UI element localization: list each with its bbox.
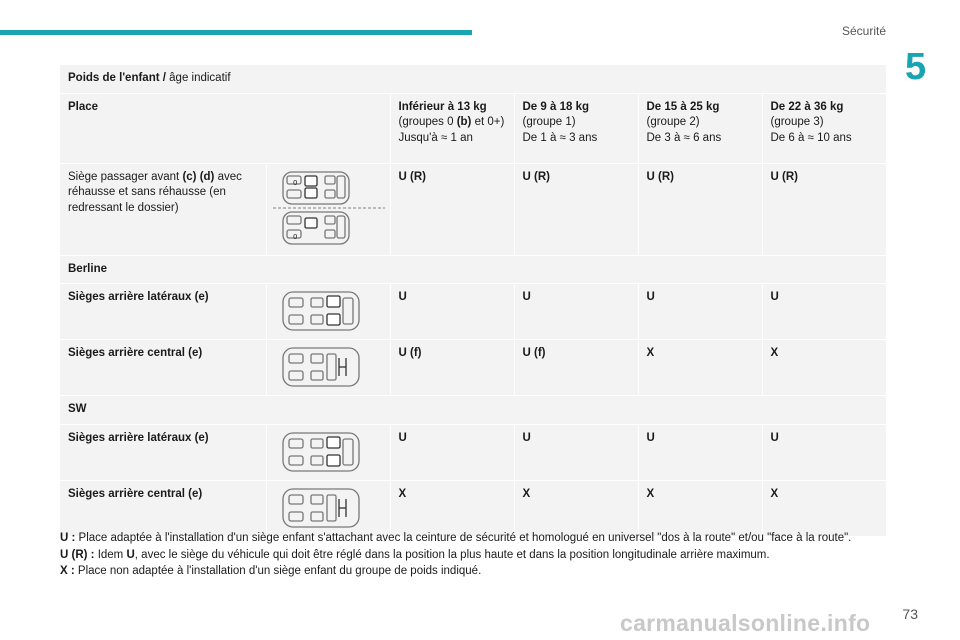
weight-row-suffix: âge indicatif — [165, 72, 231, 84]
front-passenger-row — [60, 163, 886, 255]
sw-central-diagram — [266, 480, 390, 536]
berline-central-label: Sièges arrière central (e) — [60, 340, 266, 396]
svg-text:0: 0 — [292, 178, 297, 187]
sw-central-val-0: X — [390, 480, 514, 536]
sw-row-lateral — [60, 424, 886, 480]
front-seat-diagram — [266, 163, 390, 255]
berline-lateral-val-1: U — [514, 284, 638, 340]
legend-ur-text-a: Idem — [94, 548, 127, 561]
header-group-1-title: De 9 à 18 kg — [522, 100, 589, 113]
header-group-2 — [638, 93, 762, 163]
header-group-0-l1b: et 0+) — [471, 116, 505, 129]
page-number: 73 — [902, 606, 918, 622]
legend-ur — [60, 547, 890, 564]
berline-central-val-0: U (f) — [390, 340, 514, 396]
front-label-b: avec réhausse et sans réhausse (en redressant le dossier) — [68, 170, 242, 214]
car-front-seat-icon — [271, 168, 387, 248]
front-val-3: U (R) — [762, 163, 886, 255]
header-group-0-title: Inférieur à 13 kg — [398, 100, 487, 113]
berline-central-diagram — [266, 340, 390, 396]
watermark: carmanualsonline.info — [620, 610, 871, 636]
legend-ur-bold: U — [126, 548, 135, 561]
legend-u-key: U : — [60, 532, 76, 544]
child-seat-table — [60, 65, 886, 537]
berline-lateral-label: Sièges arrière latéraux (e) — [60, 284, 266, 340]
sw-central-val-2: X — [638, 480, 762, 536]
car-rear-lateral-icon — [271, 288, 387, 334]
berline-lateral-val-0: U — [390, 284, 514, 340]
sw-lateral-val-3: U — [762, 424, 886, 480]
chapter-accent-bar — [0, 30, 472, 35]
car-rear-lateral-icon — [271, 429, 387, 475]
sw-lateral-label: Sièges arrière latéraux (e) — [60, 424, 266, 480]
front-val-1: U (R) — [514, 163, 638, 255]
legend-ur-key: U (R) : — [60, 548, 95, 561]
sw-lateral-val-2: U — [638, 424, 762, 480]
berline-lateral-val-2: U — [638, 284, 762, 340]
front-val-0: U (R) — [390, 163, 514, 255]
header-group-0-l1a: (groupes 0 — [398, 116, 457, 129]
header-group-1-group: (groupe 1) — [522, 116, 576, 129]
front-label-notes: (c) (d) — [182, 170, 215, 183]
car-rear-central-icon — [271, 485, 387, 531]
header-group-3 — [762, 93, 886, 163]
legend-x-text: Place non adaptée à l'installation d'un siège enfant du groupe de poids indiqué. — [74, 565, 482, 578]
front-label-a: Siège passager avant — [68, 170, 183, 183]
berline-section-row — [60, 255, 886, 284]
sw-central-val-3: X — [762, 480, 886, 536]
berline-central-val-3: X — [762, 340, 886, 396]
chapter-number: 5 — [905, 46, 927, 88]
weight-row — [60, 65, 886, 93]
sw-lateral-val-1: U — [514, 424, 638, 480]
header-place: Place — [60, 93, 390, 163]
sw-lateral-val-0: U — [390, 424, 514, 480]
sw-section-row — [60, 396, 886, 425]
berline-central-val-2: X — [638, 340, 762, 396]
legend-x-key: X : — [60, 565, 75, 578]
header-group-2-age: De 3 à ≈ 6 ans — [646, 131, 722, 144]
berline-central-val-1: U (f) — [514, 340, 638, 396]
header-group-2-group: (groupe 2) — [646, 116, 700, 129]
front-passenger-label — [60, 163, 266, 255]
sw-lateral-diagram — [266, 424, 390, 480]
berline-lateral-diagram — [266, 284, 390, 340]
berline-row-lateral — [60, 284, 886, 340]
header-group-2-title: De 15 à 25 kg — [646, 100, 720, 113]
header-group-1-age: De 1 à ≈ 3 ans — [522, 131, 598, 144]
legend-notes — [60, 530, 890, 580]
berline-label: Berline — [60, 255, 886, 284]
svg-text:0: 0 — [292, 232, 297, 241]
sw-row-central — [60, 480, 886, 536]
sw-central-label: Sièges arrière central (e) — [60, 480, 266, 536]
sw-central-val-1: X — [514, 480, 638, 536]
header-group-3-age: De 6 à ≈ 10 ans — [770, 131, 852, 144]
car-rear-central-icon — [271, 344, 387, 390]
weight-row-label: Poids de l'enfant / — [68, 72, 166, 84]
legend-x — [60, 563, 890, 580]
header-group-3-title: De 22 à 36 kg — [770, 100, 844, 113]
header-group-0-age: Jusqu'à ≈ 1 an — [398, 131, 473, 144]
header-row — [60, 93, 886, 163]
berline-lateral-val-3: U — [762, 284, 886, 340]
legend-u — [60, 530, 890, 547]
header-group-0 — [390, 93, 514, 163]
header-group-1 — [514, 93, 638, 163]
header-group-0-note: (b) — [456, 116, 472, 129]
section-title: Sécurité — [841, 24, 886, 38]
front-val-2: U (R) — [638, 163, 762, 255]
header-group-3-group: (groupe 3) — [770, 116, 824, 129]
sw-label: SW — [60, 396, 886, 425]
legend-u-text: Place adaptée à l'installation d'un siège enfant s'attachant avec la ceinture de sécurité et homologué en universel "dos à la route" et/ou "face à la route". — [75, 532, 852, 544]
berline-row-central — [60, 340, 886, 396]
legend-ur-text-b: , avec le siège du véhicule qui doit être réglé dans la position la plus haute et dans la position longitudinale arrière maximum. — [134, 548, 770, 561]
